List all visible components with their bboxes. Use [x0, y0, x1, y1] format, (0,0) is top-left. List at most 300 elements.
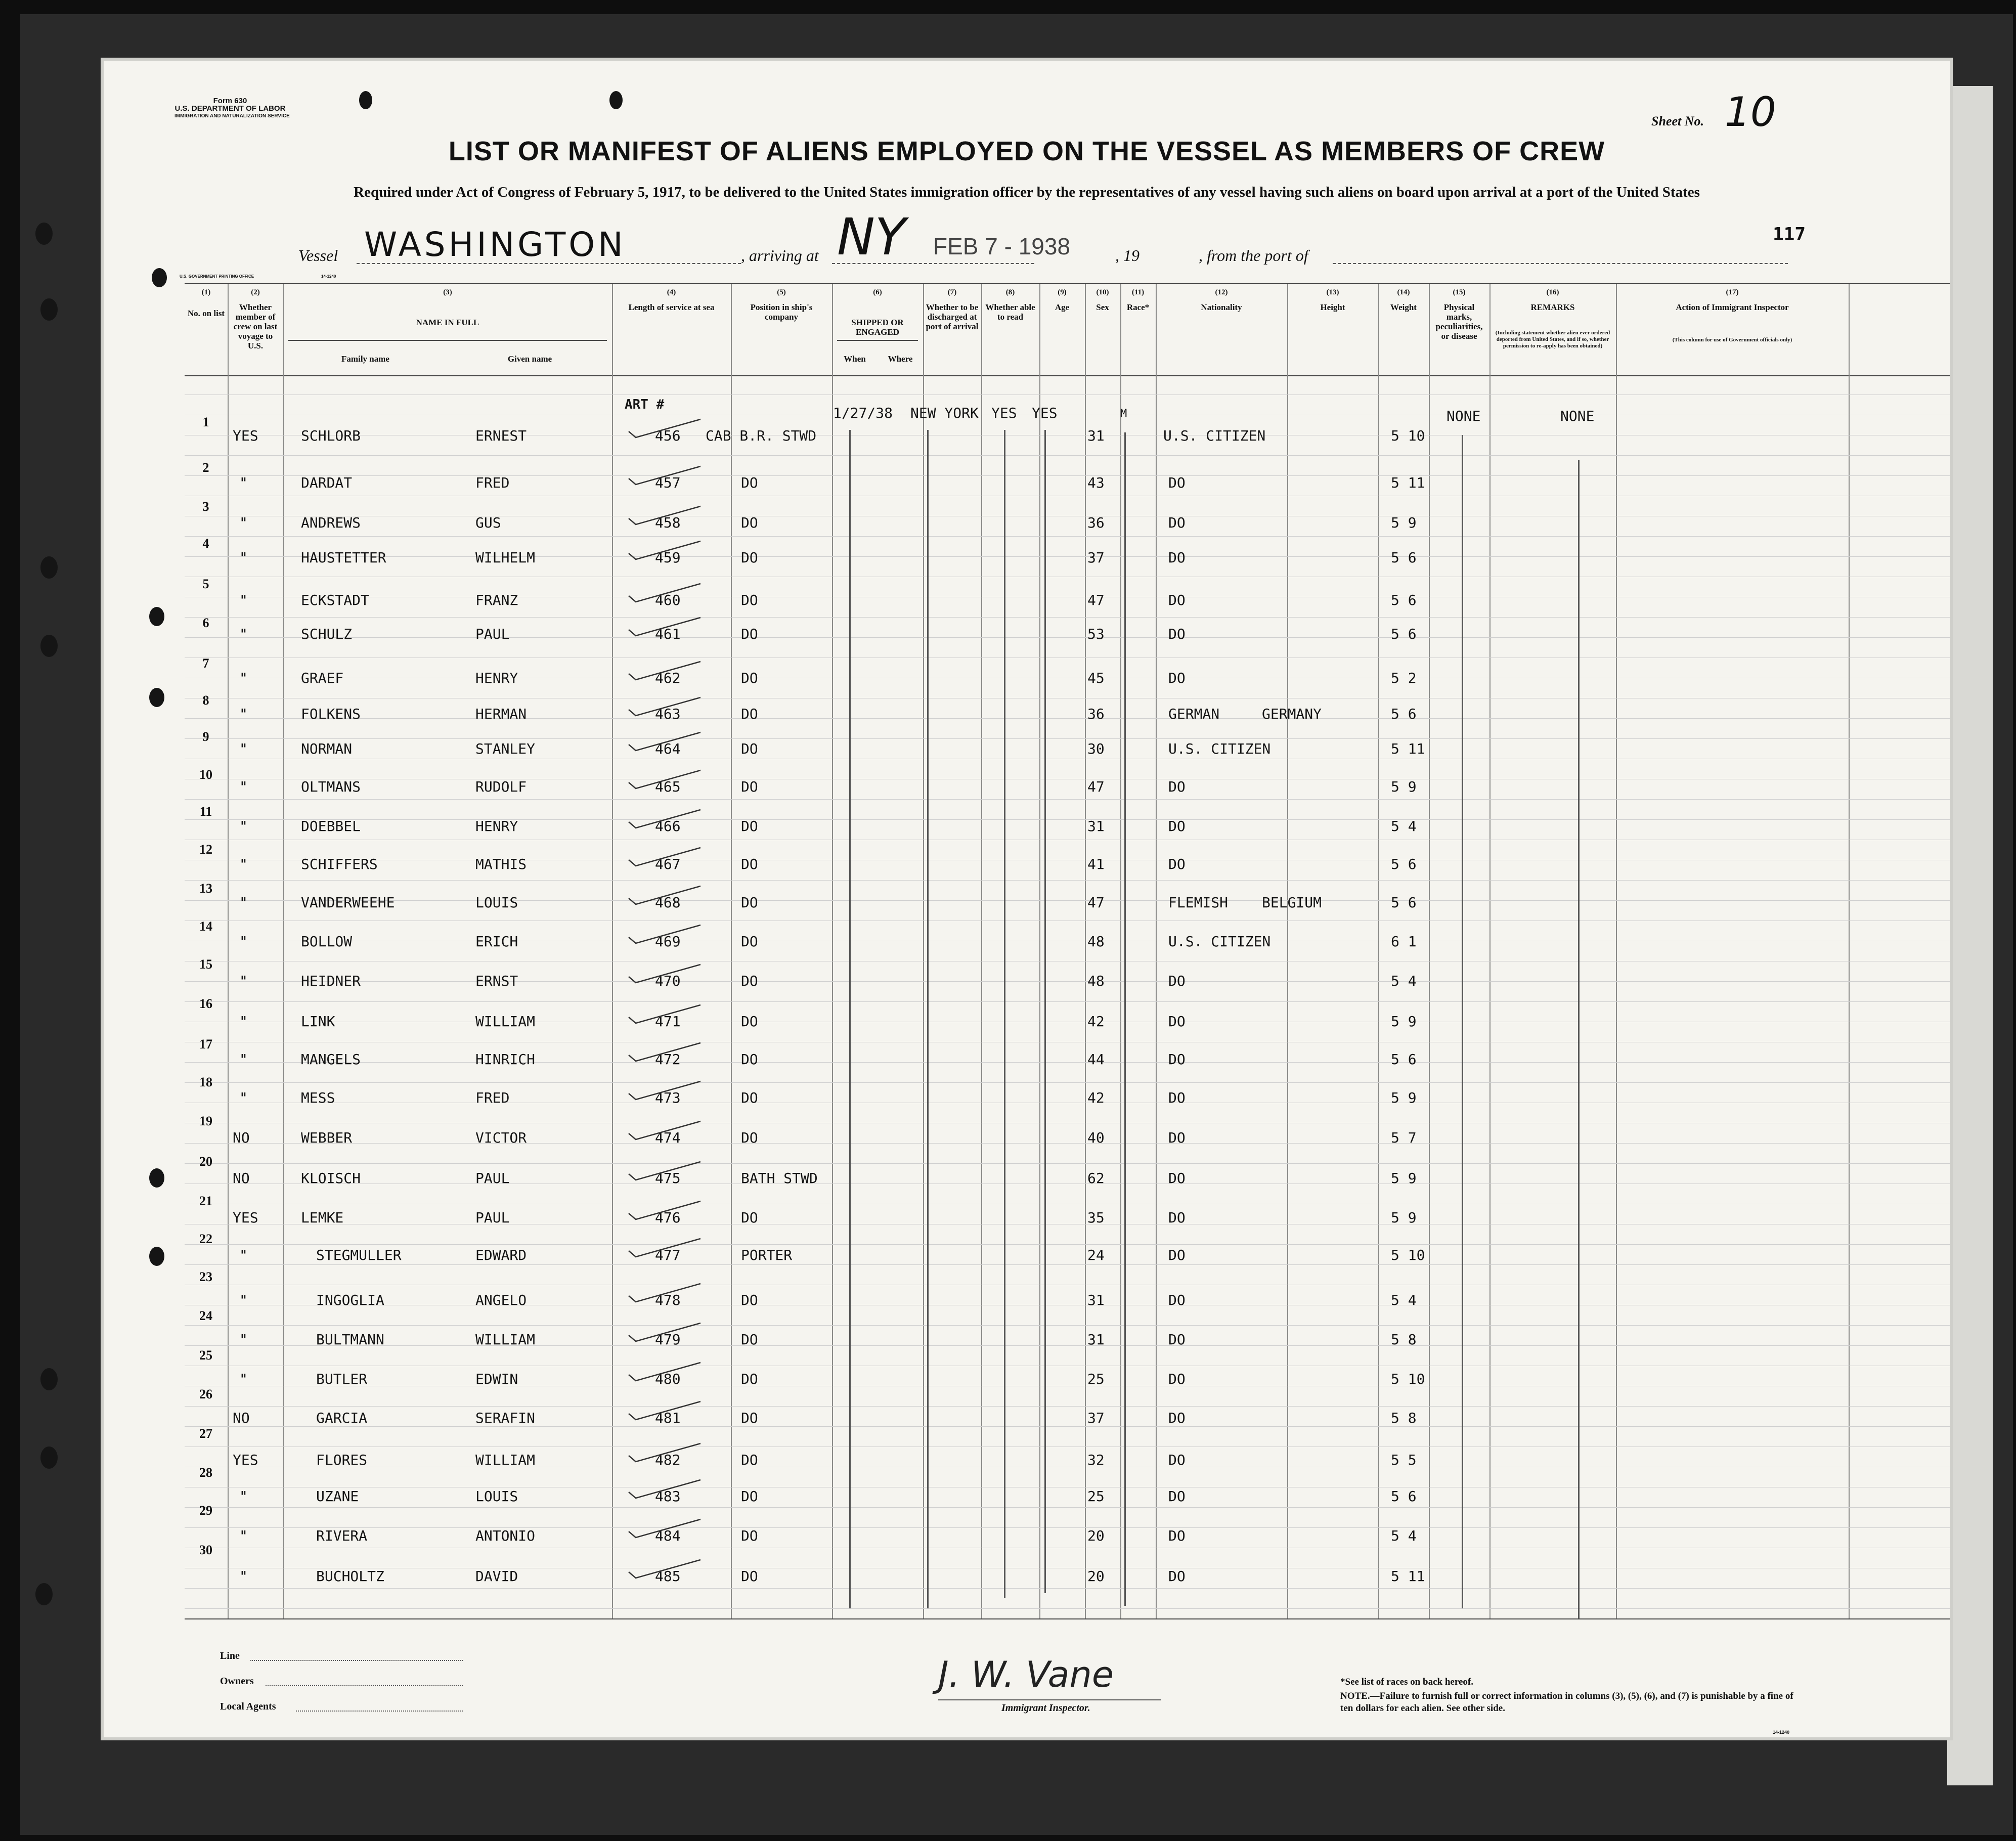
- column-rule: [832, 284, 833, 1618]
- check-mark-icon: [625, 1118, 716, 1144]
- row-number: 15: [199, 957, 212, 972]
- previous-voyage-value: ": [239, 856, 248, 872]
- header-divider: [837, 340, 918, 341]
- race-value: DO: [1168, 1170, 1186, 1187]
- given-name: EDWARD: [475, 1247, 527, 1263]
- age-value: 47: [1087, 778, 1105, 795]
- age-value: 25: [1087, 1488, 1105, 1505]
- height-value: 5 10: [1391, 1247, 1425, 1263]
- remarks-value: NONE: [1560, 408, 1595, 424]
- article-number: 472: [655, 1051, 681, 1068]
- family-name: MANGELS: [301, 1051, 361, 1068]
- row-number: 29: [199, 1503, 212, 1518]
- shipped-when: 1/27/38: [833, 405, 893, 421]
- column-note: (Including statement whether alien ever ordered deported from United States, and if so, whether permission to re-apply has been obtained): [1495, 330, 1610, 349]
- column-header: Sex: [1096, 302, 1109, 312]
- check-mark-icon: [625, 694, 716, 720]
- owners-label: Owners: [220, 1676, 254, 1687]
- column-rule: [731, 284, 732, 1618]
- column-header: Length of service at sea: [628, 302, 715, 312]
- family-name: VANDERWEEHE: [301, 894, 395, 911]
- row-number: 25: [199, 1348, 212, 1363]
- height-value: 5 6: [1391, 1488, 1417, 1505]
- column-number: (8): [1005, 288, 1015, 296]
- family-name: LEMKE: [301, 1209, 344, 1226]
- column-header: REMARKS: [1530, 302, 1575, 312]
- race-value: FLEMISH: [1168, 894, 1229, 911]
- row-rule: [185, 981, 1950, 982]
- row-number: 26: [199, 1387, 212, 1401]
- previous-voyage-value: ": [239, 894, 248, 911]
- column-number: (11): [1131, 288, 1145, 296]
- given-name: PAUL: [475, 1170, 510, 1187]
- article-number: 464: [655, 740, 681, 757]
- ditto-mark: [849, 430, 851, 1608]
- race-value: DO: [1168, 1129, 1186, 1146]
- ship-position: DO: [741, 778, 758, 795]
- given-name: FRED: [475, 1089, 510, 1106]
- age-value: 32: [1087, 1452, 1105, 1468]
- ship-position: DO: [741, 1488, 758, 1505]
- from-port-label: , from the port of: [1199, 246, 1308, 265]
- column-number: (17): [1726, 288, 1739, 296]
- race-value: DO: [1168, 1292, 1186, 1308]
- height-value: 5 10: [1391, 1371, 1425, 1387]
- age-value: 35: [1087, 1209, 1105, 1226]
- row-rule: [185, 880, 1950, 881]
- previous-voyage-value: YES: [233, 1452, 258, 1468]
- row-number: 22: [199, 1232, 212, 1246]
- column-rule: [228, 284, 229, 1618]
- article-number: 481: [655, 1410, 681, 1426]
- row-number: 28: [199, 1465, 212, 1480]
- column-header: NAME IN FULL: [416, 318, 479, 327]
- local-agents-label: Local Agents: [220, 1701, 276, 1712]
- article-number: 469: [655, 933, 681, 950]
- age-value: 31: [1087, 818, 1105, 835]
- check-mark-icon: [625, 1516, 716, 1542]
- article-number: 458: [655, 514, 681, 531]
- age-value: 53: [1087, 626, 1105, 642]
- check-mark-icon: [625, 581, 716, 606]
- family-name: BUCHOLTZ: [316, 1568, 384, 1585]
- check-mark-icon: [625, 883, 716, 908]
- article-number: 470: [655, 973, 681, 989]
- age-value: 31: [1087, 427, 1105, 444]
- binder-hole: [40, 298, 58, 321]
- height-value: 5 4: [1391, 818, 1417, 835]
- row-number: 12: [199, 842, 212, 857]
- race-value: DO: [1168, 1209, 1186, 1226]
- column-rule: [923, 284, 924, 1618]
- row-rule: [185, 1062, 1950, 1063]
- line-label: Line: [220, 1650, 240, 1661]
- punch-hole: [152, 268, 167, 287]
- ship-position: DO: [741, 1527, 758, 1544]
- column-header: Nationality: [1201, 302, 1242, 312]
- previous-voyage-value: ": [239, 1488, 248, 1505]
- check-mark-icon: [625, 767, 716, 793]
- art-label: ART #: [625, 397, 665, 412]
- arriving-port: NY: [837, 207, 906, 267]
- row-rule: [185, 1082, 1950, 1083]
- check-mark-icon: [625, 845, 716, 870]
- family-name: HAUSTETTER: [301, 549, 386, 566]
- column-subheader: When: [844, 354, 866, 364]
- punch-hole: [609, 91, 623, 109]
- check-mark-icon: [625, 1440, 716, 1466]
- race-value: U.S. CITIZEN: [1168, 740, 1271, 757]
- height-value: 5 4: [1391, 1292, 1417, 1308]
- article-number: 479: [655, 1331, 681, 1348]
- ditto-mark: [1578, 460, 1580, 1618]
- print-code: 14-1240: [321, 274, 336, 279]
- row-rule: [185, 920, 1950, 921]
- previous-voyage-value: ": [239, 818, 248, 835]
- article-number: 483: [655, 1488, 681, 1505]
- age-value: 24: [1087, 1247, 1105, 1263]
- sheet-label: Sheet No.: [1651, 114, 1704, 128]
- previous-voyage-value: ": [239, 740, 248, 757]
- ship-position: DO: [741, 1051, 758, 1068]
- given-name: MATHIS: [475, 856, 527, 872]
- article-number: 466: [655, 818, 681, 835]
- family-name: OLTMANS: [301, 778, 361, 795]
- previous-voyage-value: YES: [233, 1209, 258, 1226]
- race-value: U.S. CITIZEN: [1168, 933, 1271, 950]
- article-number: 456: [655, 427, 681, 444]
- family-name: KLOISCH: [301, 1170, 361, 1187]
- given-name: WILLIAM: [475, 1013, 536, 1030]
- column-header: Weight: [1390, 302, 1417, 312]
- header-divider: [288, 340, 607, 341]
- previous-voyage-value: ": [239, 1089, 248, 1106]
- row-number: 4: [202, 536, 209, 551]
- column-rule: [1378, 284, 1379, 1618]
- row-number: 20: [199, 1154, 212, 1169]
- previous-voyage-value: NO: [233, 1129, 250, 1146]
- ship-position: DO: [741, 1410, 758, 1426]
- punch-hole: [149, 1247, 164, 1266]
- row-number: 24: [199, 1308, 212, 1323]
- check-mark-icon: [625, 1159, 716, 1184]
- row-number: 27: [199, 1426, 212, 1441]
- race-value: DO: [1168, 1371, 1186, 1387]
- form-number: Form 630: [213, 97, 247, 105]
- nationality-value: BELGIUM: [1262, 894, 1322, 911]
- article-number: 474: [655, 1129, 681, 1146]
- race-value: DO: [1168, 856, 1186, 872]
- race-value: DO: [1168, 973, 1186, 989]
- row-rule: [185, 1507, 1950, 1508]
- column-header: SHIPPED OR ENGAGED: [851, 318, 904, 337]
- given-name: ERICH: [475, 933, 518, 950]
- given-name: ANGELO: [475, 1292, 527, 1308]
- check-mark-icon: [625, 922, 716, 947]
- row-rule: [185, 1244, 1950, 1245]
- page-subtitle: Required under Act of Congress of February 5, 1917, to be delivered to the United States immigration officer by the representatives of any vessel having such aliens on board upon arrival at a port of the United States: [354, 184, 1700, 200]
- height-value: 5 6: [1391, 592, 1417, 608]
- arriving-label: , arriving at: [741, 246, 819, 265]
- row-number: 19: [199, 1114, 212, 1128]
- inspector-signature: J. W. Vane: [938, 1654, 1114, 1695]
- family-name: MESS: [301, 1089, 335, 1106]
- arriving-underline: [832, 263, 1034, 264]
- column-number: (9): [1058, 288, 1067, 296]
- ship-position: DO: [741, 1568, 758, 1585]
- age-value: 47: [1087, 894, 1105, 911]
- check-mark-icon: [625, 615, 716, 640]
- age-value: 31: [1087, 1331, 1105, 1348]
- family-name: SCHULZ: [301, 626, 353, 642]
- family-name: FLORES: [316, 1452, 368, 1468]
- height-value: 5 9: [1391, 1209, 1417, 1226]
- given-name: LOUIS: [475, 894, 518, 911]
- column-rule: [1489, 284, 1491, 1618]
- given-name: ERNEST: [475, 427, 527, 444]
- article-number: 461: [655, 626, 681, 642]
- race-value: DO: [1168, 1331, 1186, 1348]
- check-mark-icon: [625, 659, 716, 684]
- punch-hole: [149, 607, 164, 626]
- height-value: 5 11: [1391, 740, 1425, 757]
- height-value: 6 1: [1391, 933, 1417, 950]
- ditto-mark: [1044, 430, 1046, 1593]
- height-value: 5 9: [1391, 1089, 1417, 1106]
- given-name: FRED: [475, 474, 510, 491]
- punch-hole: [149, 688, 164, 707]
- height-value: 5 8: [1391, 1410, 1417, 1426]
- ditto-mark: [1124, 432, 1126, 1606]
- previous-voyage-value: ": [239, 1292, 248, 1308]
- row-number: 21: [199, 1194, 212, 1208]
- column-number: (5): [777, 288, 786, 296]
- article-number: 478: [655, 1292, 681, 1308]
- column-header: Position in ship's company: [750, 302, 813, 322]
- family-name: DOEBBEL: [301, 818, 361, 835]
- family-name: BULTMANN: [316, 1331, 384, 1348]
- row-rule: [185, 556, 1950, 557]
- previous-voyage-value: NO: [233, 1410, 250, 1426]
- previous-voyage-value: ": [239, 1527, 248, 1544]
- check-mark-icon: [625, 1078, 716, 1104]
- binder-hole: [40, 1446, 58, 1469]
- row-rule: [185, 475, 1950, 476]
- ship-position: DO: [741, 1292, 758, 1308]
- given-name: DAVID: [475, 1568, 518, 1585]
- previous-voyage-value: ": [239, 549, 248, 566]
- check-mark-icon: [625, 1281, 716, 1306]
- given-name: ERNST: [475, 973, 518, 989]
- height-value: 5 9: [1391, 1170, 1417, 1187]
- check-mark-icon: [625, 503, 716, 529]
- row-rule: [185, 1608, 1950, 1609]
- article-number: 467: [655, 856, 681, 872]
- nationality-value: GERMANY: [1262, 706, 1322, 722]
- row-rule: [185, 617, 1950, 618]
- column-note: (This column for use of Government officials only): [1672, 337, 1792, 343]
- row-rule: [185, 1406, 1950, 1407]
- row-rule: [185, 1163, 1950, 1164]
- row-rule: [185, 1264, 1950, 1265]
- ship-position: DO: [741, 1013, 758, 1030]
- ship-position: DO: [741, 740, 758, 757]
- vessel-name: WASHINGTON: [364, 225, 626, 264]
- service: IMMIGRATION AND NATURALIZATION SERVICE: [174, 113, 290, 119]
- column-header: No. on list: [187, 309, 225, 318]
- previous-voyage-value: ": [239, 1051, 248, 1068]
- article-number: 462: [655, 670, 681, 686]
- family-name: DARDAT: [301, 474, 353, 491]
- race-value: DO: [1168, 626, 1186, 642]
- family-name: STEGMULLER: [316, 1247, 402, 1263]
- penalty-note: NOTE.—Failure to furnish full or correct information in columns (3), (5), (6), and (7) is punishable by a fine of ten dollars for each alien. See other side.: [1340, 1691, 1793, 1714]
- ship-position: PORTER: [741, 1247, 793, 1263]
- column-rule: [1287, 284, 1288, 1618]
- row-rule: [185, 1143, 1950, 1144]
- given-name: GUS: [475, 514, 501, 531]
- age-value: 42: [1087, 1089, 1105, 1106]
- row-number: 3: [202, 499, 209, 514]
- check-mark-icon: [625, 1557, 716, 1582]
- given-name: PAUL: [475, 1209, 510, 1226]
- given-name: VICTOR: [475, 1129, 527, 1146]
- column-rule: [1120, 284, 1121, 1618]
- sex-value: M: [1120, 408, 1127, 420]
- family-name: ANDREWS: [301, 514, 361, 531]
- table-bottom-border: [185, 1618, 1950, 1619]
- article-number: 471: [655, 1013, 681, 1030]
- race-value: DO: [1168, 1527, 1186, 1544]
- given-name: HENRY: [475, 818, 518, 835]
- race-value: DO: [1168, 1452, 1186, 1468]
- row-number: 5: [202, 577, 209, 591]
- row-number: 1: [202, 415, 209, 429]
- column-rule: [1429, 284, 1430, 1618]
- age-value: 43: [1087, 474, 1105, 491]
- height-value: 5 8: [1391, 1331, 1417, 1348]
- ship-position: DO: [741, 933, 758, 950]
- family-name: NORMAN: [301, 740, 353, 757]
- ship-position: CAB B.R. STWD: [706, 427, 817, 444]
- given-name: LOUIS: [475, 1488, 518, 1505]
- age-value: 48: [1087, 973, 1105, 989]
- family-name: FOLKENS: [301, 706, 361, 722]
- row-rule: [185, 637, 1950, 638]
- vessel-underline: [357, 263, 741, 264]
- year-label: , 19: [1115, 246, 1140, 265]
- article-number: 485: [655, 1568, 681, 1585]
- given-name: ANTONIO: [475, 1527, 536, 1544]
- column-header: Whether member of crew on last voyage to U.S.: [233, 302, 278, 350]
- given-name: WILLIAM: [475, 1452, 536, 1468]
- height-value: 5 6: [1391, 856, 1417, 872]
- previous-voyage-value: ": [239, 670, 248, 686]
- age-value: 41: [1087, 856, 1105, 872]
- column-rule: [1616, 284, 1617, 1618]
- row-rule: [185, 1588, 1950, 1589]
- age-value: 40: [1087, 1129, 1105, 1146]
- row-rule: [185, 394, 1950, 395]
- given-name: FRANZ: [475, 592, 518, 608]
- row-rule: [185, 1446, 1950, 1447]
- column-header: Race*: [1126, 302, 1150, 312]
- row-number: 13: [199, 881, 212, 896]
- given-name: WILHELM: [475, 549, 536, 566]
- signature-line: [938, 1699, 1161, 1700]
- given-name: EDWIN: [475, 1371, 518, 1387]
- column-number: (6): [873, 288, 882, 296]
- column-header: Whether able to read: [985, 302, 1035, 322]
- previous-voyage-value: ": [239, 1371, 248, 1387]
- previous-voyage-value: ": [239, 1013, 248, 1030]
- row-number: 10: [199, 767, 212, 782]
- race-value: DO: [1168, 1051, 1186, 1068]
- family-name: GRAEF: [301, 670, 344, 686]
- check-mark-icon: [625, 1398, 716, 1424]
- previous-voyage-value: ": [239, 592, 248, 608]
- age-value: 47: [1087, 592, 1105, 608]
- age-value: 30: [1087, 740, 1105, 757]
- check-mark-icon: [625, 729, 716, 755]
- previous-voyage-value: ": [239, 778, 248, 795]
- height-value: 5 11: [1391, 1568, 1425, 1585]
- ship-position: DO: [741, 592, 758, 608]
- ditto-mark: [1004, 430, 1005, 1598]
- column-rule: [283, 284, 284, 1618]
- row-number: 30: [199, 1543, 212, 1557]
- column-number: (16): [1546, 288, 1559, 296]
- row-rule: [185, 1325, 1950, 1326]
- height-value: 5 9: [1391, 514, 1417, 531]
- article-number: 468: [655, 894, 681, 911]
- check-mark-icon: [625, 1360, 716, 1385]
- age-value: 36: [1087, 514, 1105, 531]
- column-header: Whether to be discharged at port of arrival: [926, 302, 979, 331]
- punch-hole: [149, 1168, 164, 1188]
- row-number: 11: [199, 804, 212, 819]
- given-name: WILLIAM: [475, 1331, 536, 1348]
- sheet-edge: [1947, 86, 1993, 1785]
- check-mark-icon: [625, 416, 716, 442]
- article-number: 480: [655, 1371, 681, 1387]
- column-rule: [1039, 284, 1040, 1618]
- column-number: (2): [251, 288, 260, 296]
- family-name: LINK: [301, 1013, 335, 1030]
- previous-voyage-value: ": [239, 706, 248, 722]
- row-number: 18: [199, 1075, 212, 1089]
- age-value: 20: [1087, 1568, 1105, 1585]
- previous-voyage-value: ": [239, 474, 248, 491]
- previous-voyage-value: ": [239, 933, 248, 950]
- previous-voyage-value: ": [239, 1568, 248, 1585]
- column-number: (14): [1397, 288, 1410, 296]
- given-name: HINRICH: [475, 1051, 536, 1068]
- department: U.S. DEPARTMENT OF LABOR: [174, 104, 286, 113]
- column-rule: [981, 284, 982, 1618]
- family-name: RIVERA: [316, 1527, 368, 1544]
- column-rule: [1156, 284, 1157, 1618]
- row-rule: [185, 718, 1950, 719]
- previous-voyage-value: ": [239, 1331, 248, 1348]
- row-rule: [185, 900, 1950, 901]
- binder-hole: [35, 1583, 53, 1605]
- height-value: 5 7: [1391, 1129, 1417, 1146]
- stamp-number: 117: [1773, 224, 1806, 245]
- row-rule: [185, 1345, 1950, 1346]
- check-mark-icon: [625, 1198, 716, 1223]
- page-title: LIST OR MANIFEST OF ALIENS EMPLOYED ON THE VESSEL AS MEMBERS OF CREW: [448, 136, 1605, 166]
